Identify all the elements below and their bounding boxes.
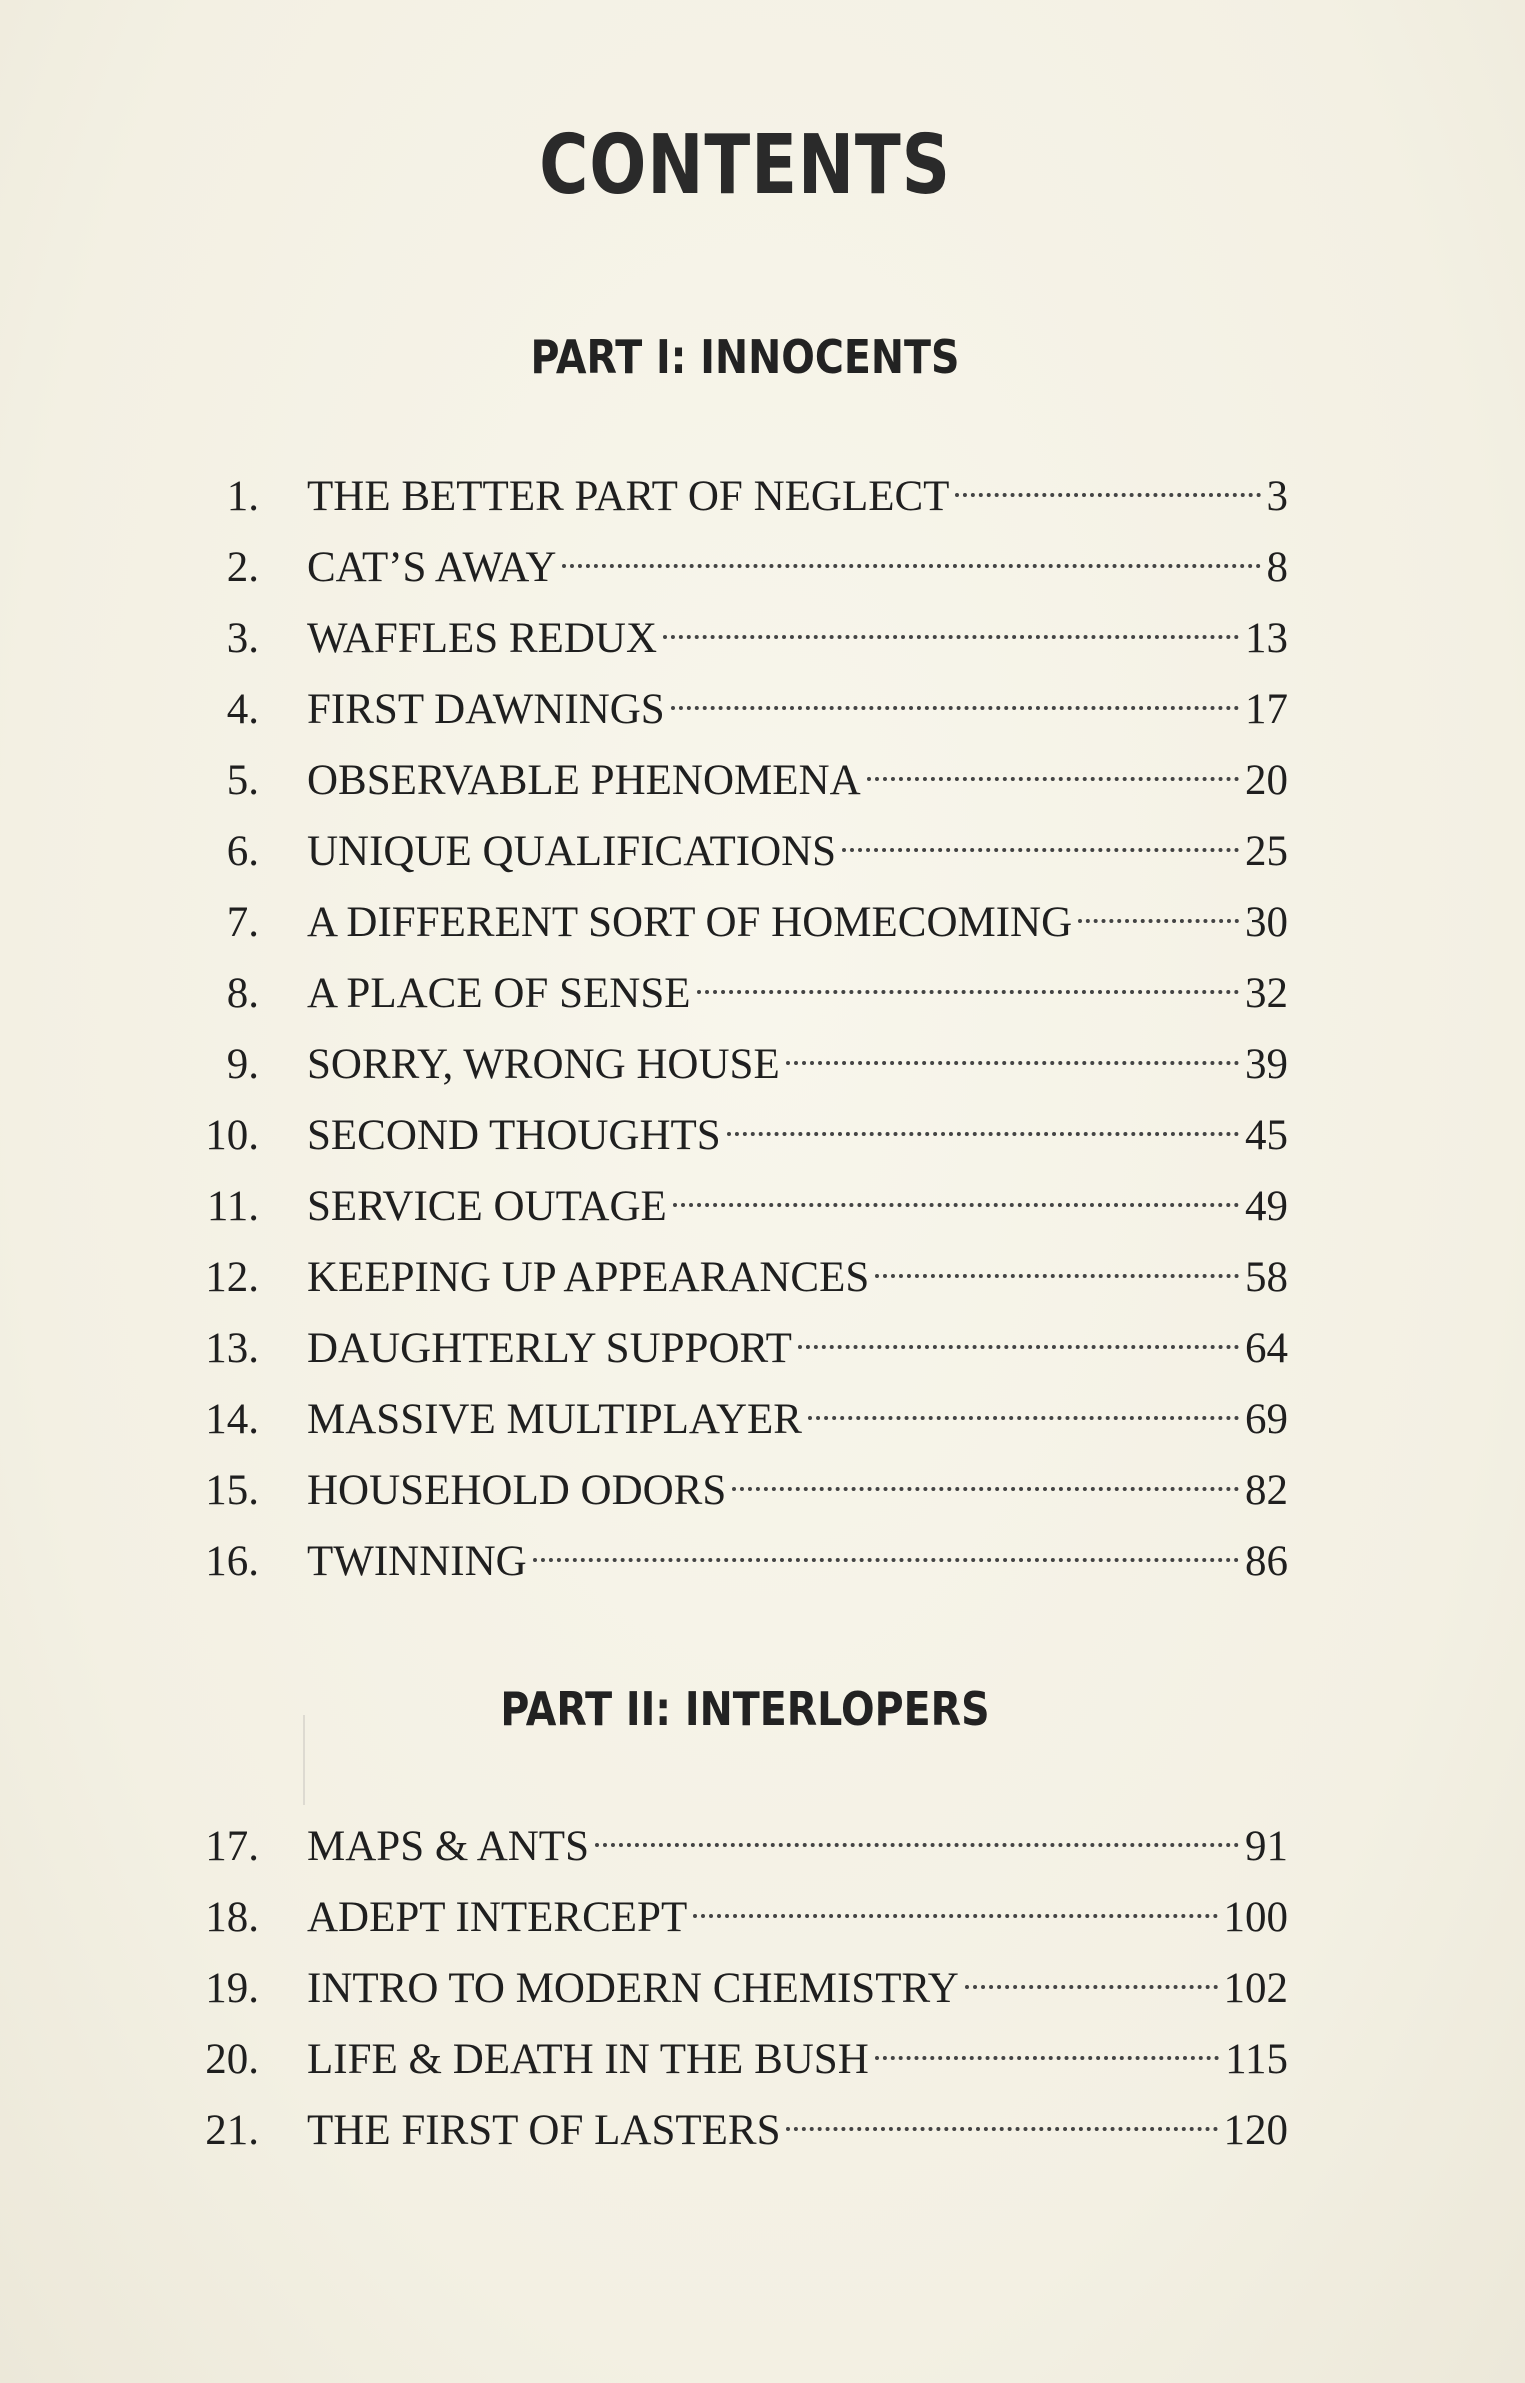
chapter-number: 6. [226, 828, 259, 875]
page-number: 20 [1245, 757, 1288, 804]
toc-entry [195, 1444, 1288, 1515]
chapter-number: 3. [226, 615, 259, 662]
toc-entry [195, 1871, 1288, 1942]
toc-entry [195, 876, 1288, 947]
chapter-number: 16. [205, 1538, 259, 1585]
page-number: 32 [1245, 970, 1288, 1017]
dot-leader [875, 2013, 1219, 2073]
page-number: 17 [1245, 686, 1288, 733]
chapter-title: SORRY, WRONG HOUSE [307, 1041, 780, 1088]
toc-entry [195, 1231, 1288, 1302]
page-number: 115 [1225, 2036, 1288, 2083]
toc-entry [195, 1800, 1288, 1871]
page-number: 58 [1245, 1254, 1288, 1301]
dot-leader [842, 805, 1239, 865]
chapter-title: MAPS & ANTS [307, 1823, 589, 1870]
page-number: 120 [1223, 2107, 1288, 2154]
page-number: 69 [1245, 1396, 1288, 1443]
toc-entry [195, 1089, 1288, 1160]
page-title: CONTENTS [539, 118, 951, 213]
chapter-number: 19. [205, 1965, 259, 2012]
dot-leader [786, 1018, 1239, 1078]
part-heading: PART II: INTERLOPERS [500, 1682, 990, 1736]
chapter-number: 1. [226, 473, 259, 520]
toc-entry [195, 450, 1288, 521]
dot-leader [867, 734, 1239, 794]
dot-leader [786, 2084, 1217, 2144]
page-number: 25 [1245, 828, 1288, 875]
dot-leader [955, 450, 1260, 510]
chapter-title: INTRO TO MODERN CHEMISTRY [307, 1965, 959, 2012]
chapter-title: MASSIVE MULTIPLAYER [307, 1396, 802, 1443]
chapter-title: THE FIRST OF LASTERS [307, 2107, 781, 2154]
chapter-number: 20. [205, 2036, 259, 2083]
toc-entry [195, 2013, 1288, 2084]
dot-leader [965, 1942, 1218, 2002]
chapter-number: 13. [205, 1325, 259, 1372]
dot-leader [671, 663, 1239, 723]
page-number: 3 [1266, 473, 1288, 520]
chapter-title: KEEPING UP APPEARANCES [307, 1254, 870, 1301]
dot-leader [798, 1302, 1239, 1362]
page-number: 64 [1245, 1325, 1288, 1372]
dot-leader [732, 1444, 1239, 1504]
chapter-title: A PLACE OF SENSE [307, 970, 691, 1017]
chapter-title: SECOND THOUGHTS [307, 1112, 721, 1159]
chapter-number: 21. [205, 2107, 259, 2154]
page-number: 49 [1245, 1183, 1288, 1230]
toc-entry [195, 1018, 1288, 1089]
chapter-title: FIRST DAWNINGS [307, 686, 665, 733]
chapter-title: HOUSEHOLD ODORS [307, 1467, 727, 1514]
chapter-title: WAFFLES REDUX [307, 615, 658, 662]
toc-entry [195, 1942, 1288, 2013]
dot-leader [562, 521, 1260, 581]
chapter-number: 4. [226, 686, 259, 733]
dot-leader [595, 1800, 1239, 1860]
chapter-number: 10. [205, 1112, 259, 1159]
chapter-title: TWINNING [307, 1538, 527, 1585]
toc-entry [195, 734, 1288, 805]
chapter-title: A DIFFERENT SORT OF HOMECOMING [307, 899, 1073, 946]
chapter-number: 12. [205, 1254, 259, 1301]
chapter-number: 7. [226, 899, 259, 946]
chapter-title: DAUGHTERLY SUPPORT [307, 1325, 792, 1372]
toc-entry [195, 805, 1288, 876]
page-number: 30 [1245, 899, 1288, 946]
page-number: 102 [1223, 1965, 1288, 2012]
dot-leader [727, 1089, 1239, 1149]
toc-entry [195, 1515, 1288, 1586]
chapter-title: CAT’S AWAY [307, 544, 557, 591]
page-number: 91 [1245, 1823, 1288, 1870]
toc-entry [195, 1160, 1288, 1231]
page-number: 8 [1266, 544, 1288, 591]
page-number: 13 [1245, 615, 1288, 662]
chapter-title: SERVICE OUTAGE [307, 1183, 667, 1230]
toc-entry [195, 592, 1288, 663]
chapter-title: LIFE & DEATH IN THE BUSH [307, 2036, 869, 2083]
dot-leader [808, 1373, 1239, 1433]
chapter-number: 8. [226, 970, 259, 1017]
chapter-title: UNIQUE QUALIFICATIONS [307, 828, 837, 875]
page-number: 86 [1245, 1538, 1288, 1585]
part-heading: PART I: INNOCENTS [530, 330, 960, 384]
chapter-number: 2. [226, 544, 259, 591]
chapter-title: OBSERVABLE PHENOMENA [307, 757, 861, 804]
chapter-number: 11. [206, 1183, 259, 1230]
dot-leader [875, 1231, 1239, 1291]
toc-entry [195, 521, 1288, 592]
dot-leader [1078, 876, 1239, 936]
chapter-number: 14. [205, 1396, 259, 1443]
page-number: 39 [1245, 1041, 1288, 1088]
chapter-number: 18. [205, 1894, 259, 1941]
dot-leader [663, 592, 1239, 652]
page-number: 100 [1223, 1894, 1288, 1941]
dot-leader [697, 947, 1240, 1007]
chapter-number: 5. [226, 757, 259, 804]
chapter-title: THE BETTER PART OF NEGLECT [307, 473, 950, 520]
toc-entry [195, 2084, 1288, 2155]
toc-list-part-1 [195, 450, 1288, 1586]
toc-entry [195, 1302, 1288, 1373]
chapter-number: 9. [226, 1041, 259, 1088]
dot-leader [693, 1871, 1217, 1931]
chapter-title: ADEPT INTERCEPT [307, 1894, 688, 1941]
page-number: 45 [1245, 1112, 1288, 1159]
dot-leader [673, 1160, 1239, 1220]
chapter-number: 15. [205, 1467, 259, 1514]
chapter-number: 17. [205, 1823, 259, 1870]
toc-entry [195, 947, 1288, 1018]
toc-list-part-2 [195, 1800, 1288, 2155]
dot-leader [533, 1515, 1239, 1575]
toc-entry [195, 663, 1288, 734]
page-number: 82 [1245, 1467, 1288, 1514]
toc-entry [195, 1373, 1288, 1444]
